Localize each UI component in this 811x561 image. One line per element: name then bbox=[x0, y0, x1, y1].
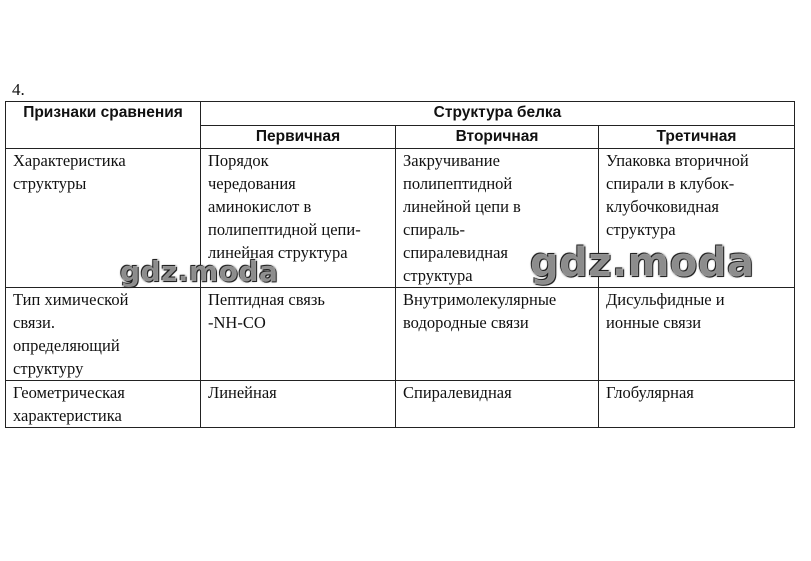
table-cell: Пептидная связь -NH-CO bbox=[201, 288, 396, 381]
table-cell: Закручивание полипептидной линейной цепи в спираль- спиралевидная структура bbox=[396, 149, 599, 288]
table-cell: Дисульфидные и ионные связи bbox=[599, 288, 795, 381]
watermark-logo: gdz.moda bbox=[530, 240, 755, 286]
column-header-tertiary: Третичная bbox=[599, 126, 795, 149]
row-criterion: Тип химической связи. определяющий структуру bbox=[6, 288, 201, 381]
table-cell: Внутримолекулярные водородные связи bbox=[396, 288, 599, 381]
table-row bbox=[6, 149, 795, 288]
table-cell: Порядок чередования аминокислот в полипептидной цепи- линейная структура bbox=[201, 149, 396, 288]
row-criterion: Геометрическая характеристика bbox=[6, 381, 201, 428]
table-cell: Упаковка вторичной спирали в клубок- клубочковидная структура bbox=[599, 149, 795, 288]
criteria-header: Признаки сравнения bbox=[6, 102, 201, 149]
protein-structure-table bbox=[5, 101, 795, 428]
group-header: Структура белка bbox=[201, 102, 795, 126]
row-criterion: Характеристика структуры bbox=[6, 149, 201, 288]
table-cell: Линейная bbox=[201, 381, 396, 428]
column-header-primary: Первичная bbox=[201, 126, 396, 149]
table-row bbox=[6, 381, 795, 428]
header-row bbox=[6, 102, 795, 126]
table-row bbox=[6, 288, 795, 381]
table-cell: Спиралевидная bbox=[396, 381, 599, 428]
column-header-secondary: Вторичная bbox=[396, 126, 599, 149]
watermark-logo: gdz.moda bbox=[120, 255, 279, 288]
table-cell: Глобулярная bbox=[599, 381, 795, 428]
task-number: 4. bbox=[12, 80, 25, 99]
